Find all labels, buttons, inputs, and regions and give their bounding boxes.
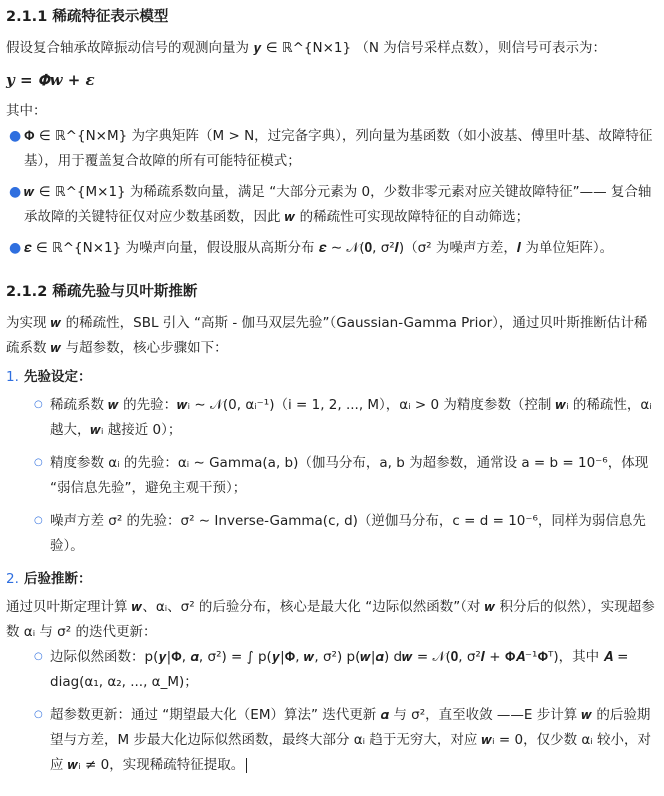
list-item-text: 𝚽 ∈ ℝ^{N×M} 为字典矩阵（M > N，过完备字典），列向量为基函数（如小波基、傅里叶基、故障特征基），用于覆盖复合故障的所有可能特征模式； bbox=[24, 128, 653, 169]
list-item-noise bbox=[6, 236, 658, 261]
step-prior bbox=[6, 365, 658, 389]
list-item-text: 精度参数 αᵢ 的先验：αᵢ ∼ Gamma(a, b)（伽马分布，a, b 为超参数，通常设 a = b = 10⁻⁶，体现 “弱信息先验”，避免主观干预）； bbox=[50, 455, 649, 496]
bullet-icon: ● bbox=[9, 184, 22, 200]
posterior-intro: 通过贝叶斯定理计算 𝒘、αᵢ、σ² 的后验分布，核心是最大化 “边际似然函数”（对 𝒘 积分后的似然），实现超参数 αᵢ 与 σ² 的迭代更新： bbox=[6, 599, 655, 640]
step-posterior bbox=[6, 567, 658, 591]
text-cursor bbox=[246, 758, 247, 773]
list-item-hyperparameter-update bbox=[6, 703, 658, 778]
list-item-text: 噪声方差 σ² 的先验：σ² ∼ Inverse-Gamma(c, d)（逆伽马分布，c = d = 10⁻⁶，同样为弱信息先验）。 bbox=[50, 513, 646, 554]
list-item-text: 边际似然函数：p(𝒚|𝚽, 𝜶, σ²) = ∫ p(𝒚|𝚽, 𝒘, σ²) p(𝒘|𝜶) d𝒘 = 𝒩(𝟎, σ²𝑰 + 𝚽𝑨⁻¹𝚽ᵀ)，其中 𝑨 = diag(α₁, α₂, ..., α_M)； bbox=[50, 649, 629, 690]
section-title-2-1-1: 2.1.1 稀疏特征表示模型 bbox=[6, 9, 169, 25]
step-label: 先验设定： bbox=[24, 369, 92, 385]
list-item-marginal-likelihood bbox=[6, 645, 658, 695]
step-number: 1. bbox=[6, 369, 19, 385]
list-item-prior-sigma bbox=[6, 509, 658, 559]
list-item-text: 𝜺 ∈ ℝ^{N×1} 为噪声向量，假设服从高斯分布 𝜺 ∼ 𝒩(𝟎, σ²𝑰)（σ² 为噪声方差，𝑰 为单位矩阵）。 bbox=[24, 240, 614, 256]
section-title-2-1-2: 2.1.2 稀疏先验与贝叶斯推断 bbox=[6, 284, 198, 300]
definition-list bbox=[6, 124, 658, 261]
intro-paragraph: 假设复合轴承故障振动信号的观测向量为 𝒚 ∈ ℝ^{N×1} （N 为信号采样点数），则信号可表示为： bbox=[6, 40, 607, 56]
bullet-icon: ● bbox=[9, 240, 22, 256]
where-label: 其中： bbox=[6, 103, 47, 119]
posterior-list bbox=[6, 645, 658, 778]
hollow-bullet-icon: ○ bbox=[34, 651, 43, 662]
list-item-text: 𝒘 ∈ ℝ^{M×1} 为稀疏系数向量，满足 “大部分元素为 0，少数非零元素对应关键故障特征”—— 复合轴承故障的关键特征仅对应少数基函数，因此 𝒘 的稀疏性可实现故障特征的自动筛选； bbox=[24, 184, 652, 225]
list-item-sparse-vector bbox=[6, 180, 658, 230]
intro-paragraph-2: 为实现 𝒘 的稀疏性，SBL 引入 “高斯 - 伽马双层先验”（Gaussian-Gamma Prior），通过贝叶斯推断估计稀疏系数 𝒘 与超参数，核心步骤如下： bbox=[6, 315, 648, 356]
list-item-text: 超参数更新：通过 “期望最大化（EM）算法” 迭代更新 𝜶 与 σ²，直至收敛 ——E 步计算 𝒘 的后验期望与方差，M 步最大化边际似然函数，最终大部分 αᵢ 趋于无穷大，对应 𝒘ᵢ = 0，仅少数 αᵢ 较小，对应 𝒘ᵢ ≠ 0，实现稀疏特征提取。 bbox=[50, 707, 651, 773]
hollow-bullet-icon: ○ bbox=[34, 399, 43, 410]
model-equation: 𝒚 = 𝚽𝒘 + 𝜺 bbox=[6, 71, 95, 89]
step-label: 后验推断： bbox=[24, 571, 92, 587]
step-number: 2. bbox=[6, 571, 19, 587]
hollow-bullet-icon: ○ bbox=[34, 709, 43, 720]
hollow-bullet-icon: ○ bbox=[34, 515, 43, 526]
hollow-bullet-icon: ○ bbox=[34, 457, 43, 468]
list-item-prior-w bbox=[6, 393, 658, 443]
prior-list bbox=[6, 393, 658, 559]
list-item-text: 稀疏系数 𝒘 的先验：𝒘ᵢ ∼ 𝒩(0, αᵢ⁻¹)（i = 1, 2, ..., M），αᵢ > 0 为精度参数（控制 𝒘ᵢ 的稀疏性，αᵢ 越大，𝒘ᵢ 越接近 0）； bbox=[50, 397, 652, 438]
list-item-prior-alpha bbox=[6, 451, 658, 501]
bullet-icon: ● bbox=[9, 128, 22, 144]
list-item-dictionary bbox=[6, 124, 658, 174]
